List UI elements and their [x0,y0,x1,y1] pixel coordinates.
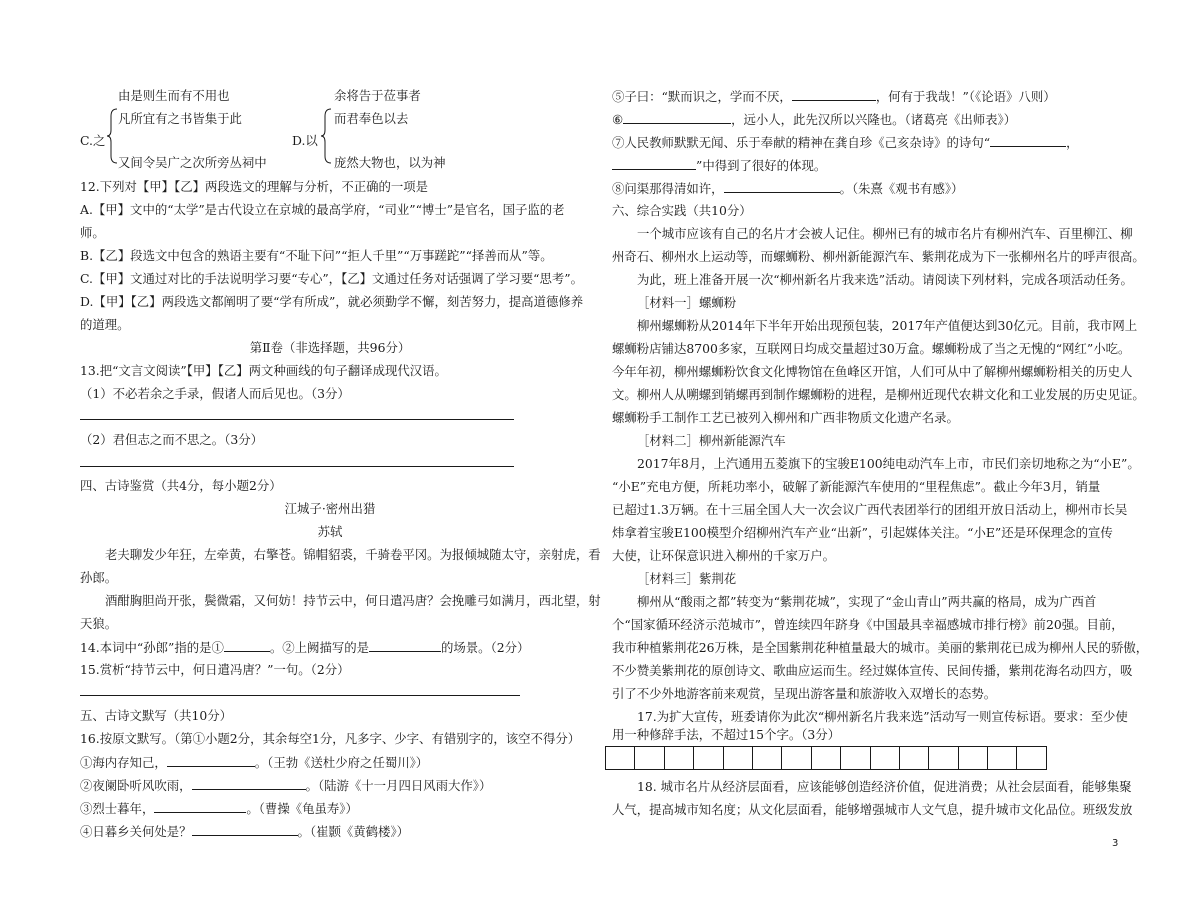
dictation-text: 。（陆游《十一月四日风雨大作》） [305,778,492,793]
q13-sentence-2: （2）君但志之而不思之。（3分） [80,432,264,447]
option-c-label: C.之 [80,133,106,148]
intro-paragraph: 州奇石、柳州水上运动等，而螺蛳粉、柳州新能源汽车、紫荆花成为下一张柳州名片的呼声很高。 [612,249,1145,264]
grid-cell[interactable] [929,746,958,770]
material-text: 柳州螺蛳粉从2014年下半年开始出现预包装，2017年产值便达到30亿元。目前，我市网上 [637,318,1138,333]
q12-option-b: B.【乙】段选文中包含的熟语主要有“不耻下问”“拒人千里”“万事蹉跎”“择善而从”等。 [80,248,553,263]
slogan-answer-grid[interactable] [605,746,1047,770]
option-d-top: 而君奉色以去 [334,111,409,126]
dictation-text: ，何有于我哉！”（《论语》八则） [875,89,1056,104]
dictation-text: ⑥ [612,112,624,127]
material-text: 引了不少外地游客前来观赏，呈现出游客量和旅游收入双增长的态势。 [612,686,997,701]
grid-cell[interactable] [900,746,929,770]
material-text: 柳州从“酸雨之都”转变为“紫荆花城”，实现了“金山青山”两共赢的格局，成为广西首 [637,594,1097,609]
material-text: 螺蛳粉手工制作工艺已被列入柳州和广西非物质文化遗产名录。 [612,410,959,425]
material-text: 个“国家循环经济示范城市”，曾连续四年跻身《中国最具幸福感城市排行榜》前20强。目前， [612,617,1124,632]
option-c-bottom: 又间令吴广之次所旁丛祠中 [118,155,267,170]
section-5-heading: 五、古诗文默写（共10分） [80,708,233,723]
answer-blank[interactable] [990,134,1066,147]
question-18: 18. 城市名片从经济层面看，应该能够创造经济价值，促进消费；从社会层面看，能够集聚 [637,779,1132,794]
dictation-3 [80,800,358,816]
grid-cell[interactable] [782,746,811,770]
answer-line[interactable] [80,419,514,420]
answer-blank[interactable] [612,157,696,170]
grid-cell[interactable] [1017,746,1046,770]
grid-cell[interactable] [606,746,635,770]
answer-blank[interactable] [724,180,840,193]
dictation-4 [80,823,409,839]
dictation-text: ④日暮乡关何处是？ [80,824,192,839]
poem-line: 老夫聊发少年狂，左牵黄，右擎苍。锦帽貂裘，千骑卷平冈。为报倾城随太守，亲射虎，看 [105,547,601,562]
section-4-heading: 四、古诗鉴赏（共4分，每小题2分） [80,478,282,493]
option-d-label: D.以 [292,133,318,148]
answer-blank[interactable] [192,777,306,790]
part-2-heading: 第Ⅱ卷（非选择题，共96分） [249,340,411,355]
grid-cell[interactable] [871,746,900,770]
material-text: 螺蛳粉店铺达8700多家，互联网日均成交量超过30万盒。螺蛳粉成了当之无愧的“网红”小吃。 [612,341,1131,356]
material-text: 炜拿着宝骏E100模型介绍柳州汽车产业“出新”，引起媒体关注。“小E”还是环保理念的宣传 [612,525,1113,540]
question-12: 12.下列对【甲】【乙】两段选文的理解与分析，不正确的一项是 [80,179,429,194]
grid-cell[interactable] [665,746,694,770]
dictation-7 [612,134,1078,150]
grid-cell[interactable] [635,746,664,770]
question-16: 16.按原文默写。（第①小题2分，其余每空1分，凡多字、少字、有错别字的，该空不得分） [80,731,581,746]
material-text: 不少赞美紫荆花的原创诗文、歌曲应运而生。经过媒体宣传、民间传播，紫荆花海名动四方，吸 [612,663,1133,678]
q12-option-d: D.【甲】【乙】两段选文都阐明了要“学有所成”，就必须勤学不懈，刻苦努力，提高道德修养 [80,294,584,309]
material-text: 文。柳州人从嗍螺到销螺再到制作螺蛳粉的进程，是柳州近现代农耕文化和工业发展的历史见证。 [612,387,1145,402]
dictation-7-cont [612,157,826,173]
dictation-text: 。（崔颢《黄鹤楼》） [297,824,410,839]
grid-cell[interactable] [841,746,870,770]
q12-option-d-cont: 的道理。 [80,317,130,332]
dictation-1 [80,754,428,770]
answer-line[interactable] [80,695,520,696]
dictation-text: 。（王勃《送杜少府之任蜀川》） [254,755,429,770]
material-text: “小E”充电方便，所耗功率小，破解了新能源汽车使用的“里程焦虑”。截止今年3月，销量 [612,479,1101,494]
answer-blank[interactable] [192,823,298,836]
answer-blank[interactable] [224,639,270,652]
poem-line: 酒酣胸胆尚开张，鬓微霜，又何妨！持节云中，何日遣冯唐？会挽雕弓如满月，西北望，射 [105,593,601,608]
intro-paragraph: 为此，班上准备开展一次“柳州新名片我来选”活动。请阅读下列材料，完成各项活动任务。 [637,272,1133,287]
q14-text: 的场景。（2分） [441,640,530,655]
dictation-2 [80,777,491,793]
dictation-text: ”中得到了很好的体现。 [696,158,827,173]
dictation-8 [612,180,963,196]
question-15: 15.赏析“持节云中，何日遣冯唐？”一句。（2分） [80,662,350,677]
option-text: 由是则生而有不用也 [118,88,230,103]
q12-option-a: A.【甲】文中的“太学”是古代设立在京城的最高学府，“司业”“博士”是官名，国子监的老 [80,202,565,217]
poem-title: 江城子·密州出猎 [284,501,376,516]
q14-text: 。②上阙描写的是 [269,640,370,655]
poem-author: 苏轼 [317,524,343,539]
dictation-text: 。（曹操《龟虽寿》） [246,801,358,816]
dictation-text: ②夜阑卧听风吹雨， [80,778,192,793]
question-18-cont: 人气，提高城市知名度；从文化层面看，能够增强城市人文气息，提升城市文化品位。班级发放 [612,802,1133,817]
dictation-5 [612,88,1056,104]
question-14 [80,639,529,655]
grid-cell[interactable] [724,746,753,770]
grid-cell[interactable] [959,746,988,770]
material-text: 今年年初，柳州螺蛳粉饮食文化博物馆在鱼峰区开馆，人们可从中了解柳州螺蛳粉相关的历史人 [612,364,1133,379]
question-17-cont: 用一种修辞手法，不超过15个字。（3分） [612,727,841,742]
poem-line: 孙郎。 [80,570,118,585]
material-text: 2017年8月，上汽通用五菱旗下的宝骏E100纯电动汽车上市，市民们亲切地称之为“小E”。 [637,456,1140,471]
grid-cell[interactable] [988,746,1017,770]
q12-option-c: C.【甲】文通过对比的手法说明学习要“专心”，【乙】文通过任务对话强调了学习要“思考”。 [80,271,583,286]
option-text: 余将告于莅事者 [334,88,421,103]
dictation-text: 。（朱熹《观书有感》） [839,181,964,196]
material-1-heading: ［材料一］螺蛳粉 [637,295,737,310]
dictation-text: ⑧问渠那得清如许， [612,181,724,196]
grid-cell[interactable] [753,746,782,770]
dictation-6 [612,111,1016,127]
grid-cell[interactable] [812,746,841,770]
dictation-text: ⑦人民教师默默无闻、乐于奉献的精神在龚自珍《己亥杂诗》的诗句“ [612,135,991,150]
grid-cell[interactable] [694,746,723,770]
material-text: 我市种植紫荆花26万株，是全国紫荆花种植量最大的城市。美丽的紫荆花已成为柳州人民的骄傲， [612,640,1149,655]
page-number: 3 [1112,838,1119,849]
material-3-heading: ［材料三］紫荆花 [637,571,737,586]
material-text: 大使，让环保意识进入柳州的千家万户。 [612,548,836,563]
answer-line[interactable] [80,466,514,467]
q12-option-a-cont: 师。 [80,225,105,240]
q14-text: 14.本词中“孙郎”指的是① [80,640,224,655]
answer-blank[interactable] [154,800,246,813]
section-6-heading: 六、综合实践（共10分） [612,203,752,218]
dictation-text: ，远小人，此先汉所以兴隆也。（诸葛亮《出师表》） [731,112,1017,127]
poem-line: 天狼。 [80,616,118,631]
option-d-bottom: 庞然大物也，以为神 [334,155,446,170]
option-c-top: 凡所宜有之书皆集于此 [118,111,242,126]
brace-icon [320,108,332,164]
answer-blank[interactable] [369,639,441,652]
question-13: 13.把“文言文阅读”【甲】【乙】两文种画线的句子翻译成现代汉语。 [80,363,447,378]
brace-icon [106,108,118,164]
dictation-text: ③烈士暮年， [80,801,155,816]
q13-sentence-1: （1）不必若余之手录，假诸人而后见也。（3分） [80,386,350,401]
intro-paragraph: 一个城市应该有自己的名片才会被人记住。柳州已有的城市名片有柳州汽车、百里柳江、柳 [637,226,1133,241]
answer-blank[interactable] [792,88,876,101]
answer-blank[interactable] [623,111,731,124]
dictation-text: ⑤子曰：“默而识之，学而不厌， [612,89,792,104]
dictation-text: ， [1066,135,1079,150]
material-text: 已超过1.3万辆。在十三届全国人大一次会议广西代表团举行的团组开放日活动上，柳州市长吴 [612,502,1128,517]
question-17: 17.为扩大宣传，班委请你为此次“柳州新名片我来选”活动写一则宣传标语。要求：至少使 [637,709,1128,724]
material-2-heading: ［材料二］柳州新能源汽车 [637,433,786,448]
answer-blank[interactable] [167,754,255,767]
dictation-text: ①海内存知己， [80,755,167,770]
